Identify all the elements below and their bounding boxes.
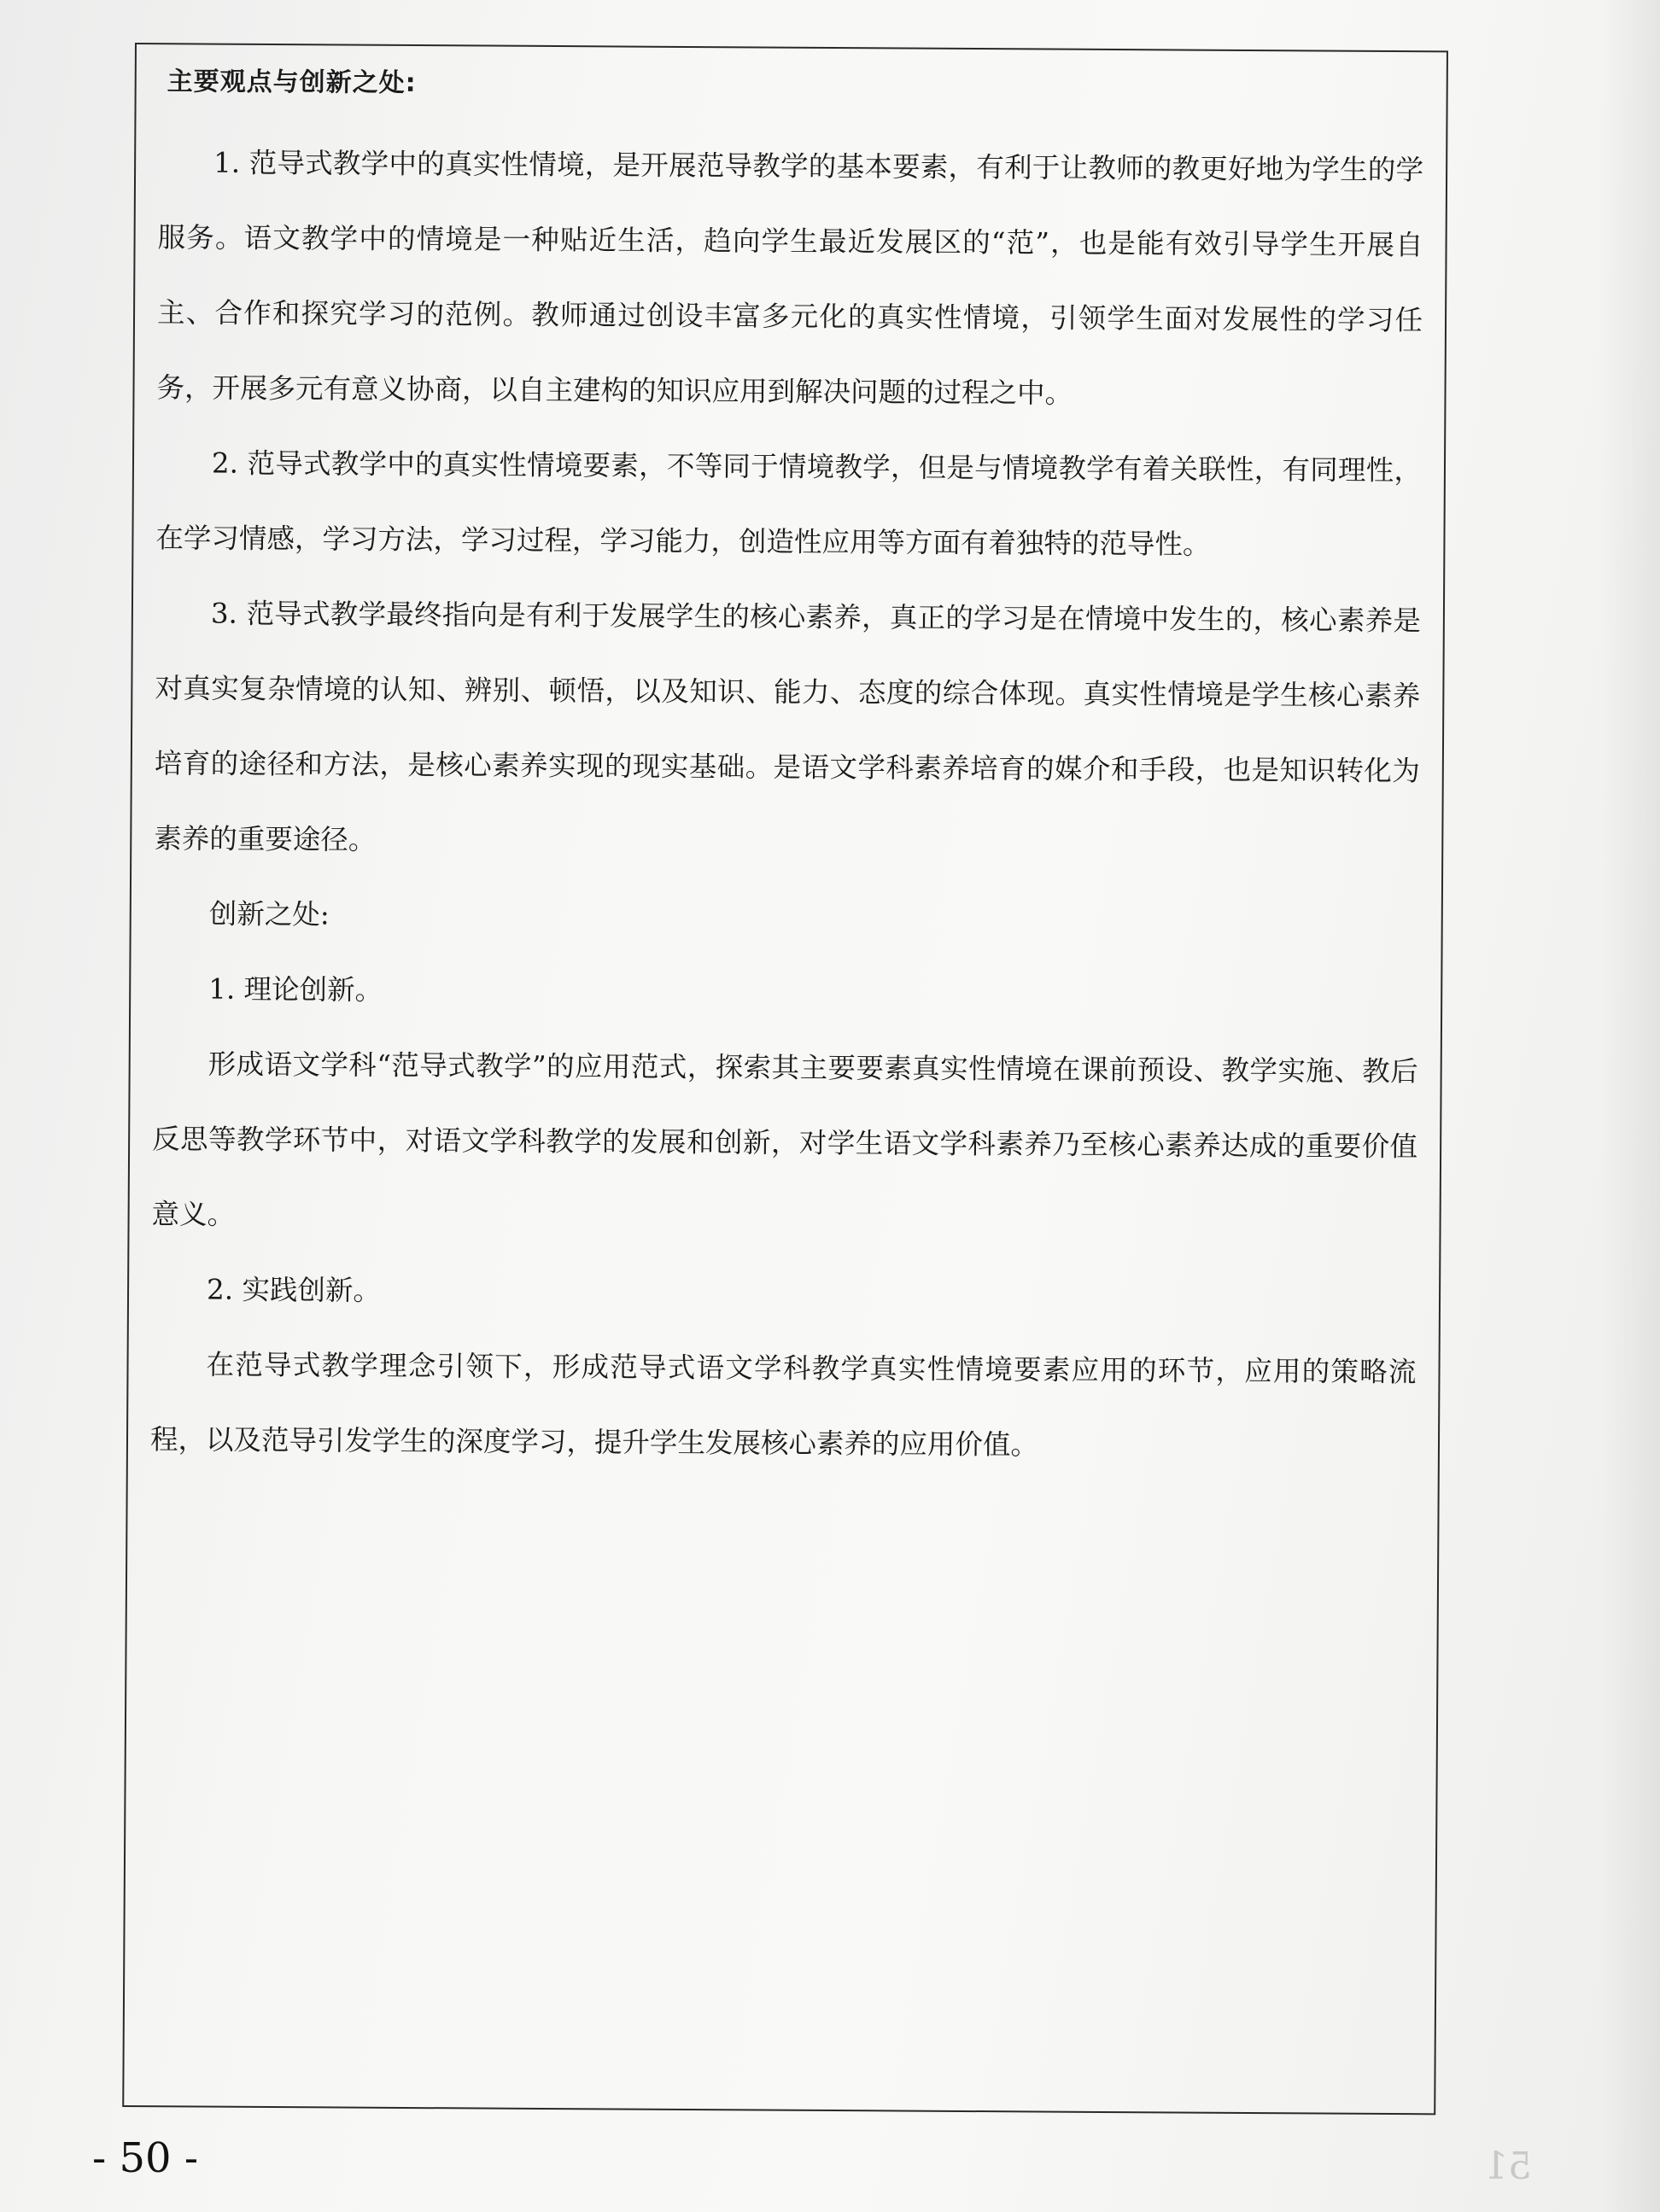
paragraph-theory-innovation-title: 1. 理论创新。: [208, 972, 383, 1007]
bleed-through-page-number: 51: [1484, 2145, 1532, 2188]
paragraph-viewpoint-1: 1. 范导式教学中的真实性情境，是开展范导教学的基本要素，有利于让教师的教更好地为学生的学服务。语文教学中的情境是一种贴近生活，趋向学生最近发展区的“范”，也是能有效引导学生开展自主、合作和探究学习的范例。教师通过创设丰富多元化的真实性情境，引领学生面对发展性的学习任务，开展多元有意义协商，以自主建构的知识应用到解决问题的过程之中。: [156, 146, 1424, 410]
body-text: [150, 125, 1424, 1485]
paragraph-practice-innovation-title: 2. 实践创新。: [206, 1273, 382, 1307]
paragraph-viewpoint-3: 3. 范导式教学最终指向是有利于发展学生的核心素养，真正的学习是在情境中发生的，核心素养是对真实复杂情境的认知、辨别、顿悟，以及知识、能力、态度的综合体现。真实性情境是学生核心素养培育的途径和方法，是核心素养实现的现实基础。是语文学科素养培育的媒介和手段，也是知识转化为素养的重要途径。: [154, 597, 1422, 856]
paragraph-innovation-heading: 创新之处:: [208, 897, 330, 931]
paragraph-practice-innovation: 在范导式教学理念引领下，形成范导式语文学科教学真实性情境要素应用的环节，应用的策略流程，以及范导引发学生的深度学习，提升学生发展核心素养的应用价值。: [149, 1348, 1417, 1462]
section-heading: 主要观点与创新之处:: [167, 67, 417, 99]
paragraph-viewpoint-2: 2. 范导式教学中的真实性情境要素，不等同于情境教学，但是与情境教学有着关联性，有同理性，在学习情感，学习方法，学习过程，学习能力，创造性应用等方面有着独特的范导性。: [155, 446, 1423, 561]
content-frame: [122, 43, 1448, 2115]
paragraph-theory-innovation: 形成语文学科“范导式教学”的应用范式，探索其主要要素真实性情境在课前预设、教学实施、教后反思等教学环节中，对语文学科教学的发展和创新，对学生语文学科素养乃至核心素养达成的重要价值意义。: [151, 1048, 1418, 1231]
page-number: - 50 -: [92, 2134, 199, 2182]
page-edge-shadow: [1600, 0, 1660, 2212]
